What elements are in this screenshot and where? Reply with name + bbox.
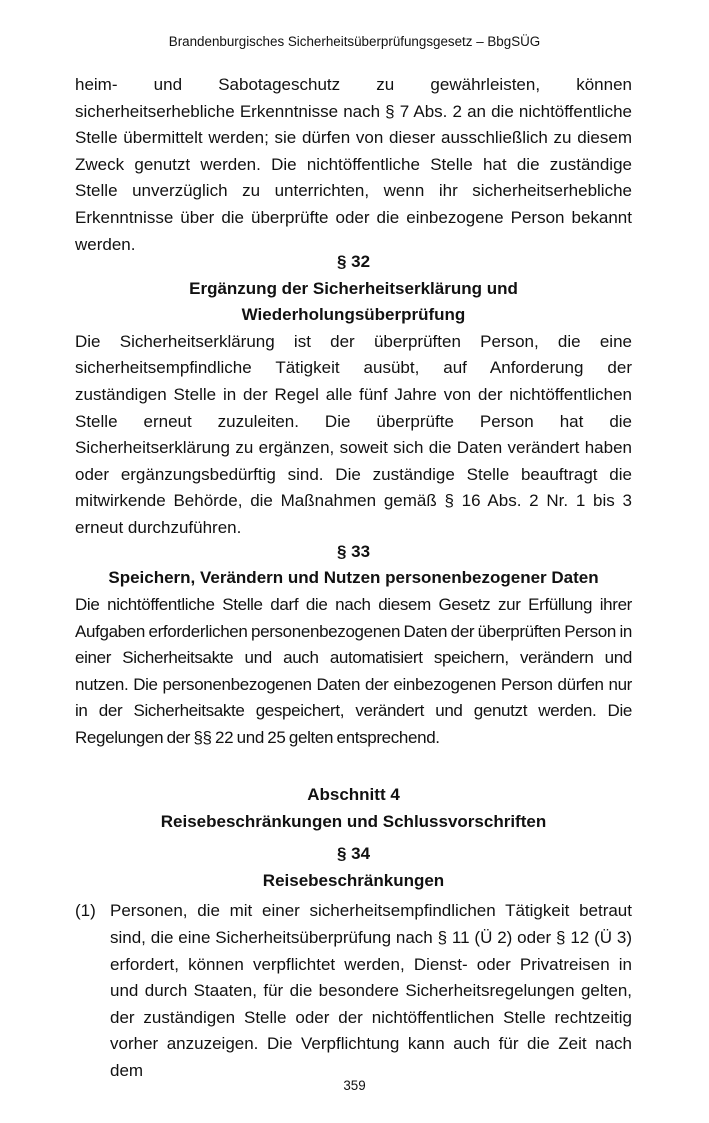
section-34-number: § 34 bbox=[336, 844, 371, 864]
section-32-paragraph: Die Sicherheitserklärung ist der überprüften Person, die eine sicherheitsempfindliche Tätigkeit ausübt, auf Anforderung der zuständigen Stelle in der Regel alle fünf Jahre von der nichtöffentlichen Stelle erneut zuzuleiten. Die überprüfte Person hat die Sicherheitserklärung zu ergänzen, soweit sich die Daten verändert haben oder ergänzungsbedürftig sind. Die zuständige Stelle beauftragt die mitwirkende Behörde, die Maßnahmen gemäß § 16 Abs. 2 Nr. 1 bis 3 erneut durchzuführen. bbox=[75, 331, 632, 537]
section-34-item-1 bbox=[75, 898, 632, 1084]
abschnitt-4-title: Reisebeschränkungen und Schlussvorschriften bbox=[160, 811, 547, 831]
section-32-number: § 32 bbox=[336, 252, 371, 271]
section-33 bbox=[75, 539, 632, 752]
section-33-number: § 33 bbox=[336, 541, 371, 561]
intro-paragraph: heim- und Sabotageschutz zu gewährleisten, können sicherheitserhebliche Erkenntnisse nach § 7 Abs. 2 an die nichtöffentliche Stelle übermittelt werden; sie dürfen von dieser ausschließlich zu diesem Zweck genutzt werden. Die nichtöffentliche Stelle hat die zuständige Stelle unverzüglich zu unterrichten, wenn ihr sicherheitserhebliche Erkenntnisse über die überprüfte oder die einbezogene Person bekannt werden. bbox=[75, 75, 632, 254]
section-33-title: Speichern, Verändern und Nutzen personenbezogener Daten bbox=[108, 568, 599, 588]
abschnitt-4-label: Abschnitt 4 bbox=[307, 784, 400, 804]
page-body bbox=[75, 72, 632, 1085]
section-33-paragraph: Die nichtöffentliche Stelle darf die nach diesem Gesetz zur Erfüllung ihrer Aufgaben erforderlichen personenbezogenen Daten der überprüften Person in einer Sicherheitsakte und auch automatisiert speichern, verändern und nutzen. Die personenbezogenen Daten der einbezogenen Person dürfen nur in der Sicherheitsakte gespeichert, verändert und genutzt werden. Die Regelungen der §§ 22 und 25 gelten entsprechend. bbox=[75, 594, 632, 747]
section-34-title: Reisebeschränkungen bbox=[262, 870, 445, 890]
section-32-title-line1: Ergänzung der Sicherheitserklärung und bbox=[189, 278, 518, 298]
running-header: Brandenburgisches Sicherheitsüberprüfungsgesetz – BbgSÜG bbox=[168, 34, 541, 49]
page-number: 359 bbox=[343, 1078, 366, 1093]
section-32 bbox=[75, 249, 632, 537]
section-34-item-1-text: Personen, die mit einer sicherheitsempfindlichen Tätigkeit betraut sind, die eine Sicherheitsüberprüfung nach § 11 (Ü 2) oder § 12 (Ü 3) erfordert, können verpflichtet werden, Dienst- oder Privatreisen in und durch Staaten, für die besondere Sicherheitsregelungen gelten, der zuständigen Stelle oder der nichtöffentlichen Stelle rechtzeitig vorher anzuzeigen. Die Verpflichtung kann auch für die Zeit nach dem bbox=[110, 901, 632, 1080]
section-34-item-1-number: (1) bbox=[75, 901, 96, 921]
abschnitt-4 bbox=[75, 782, 632, 835]
section-32-title-line2: Wiederholungsüberprüfung bbox=[241, 305, 466, 325]
section-34 bbox=[75, 841, 632, 1084]
